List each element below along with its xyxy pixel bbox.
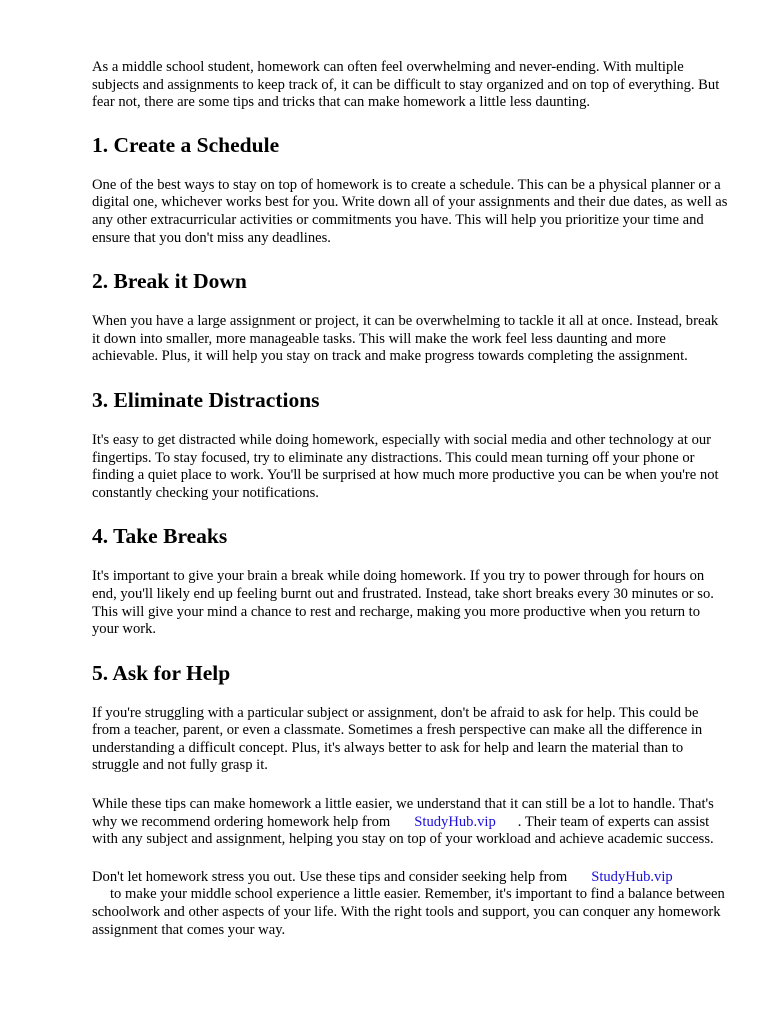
closing-text-after-link: . Their team of experts can assist with any subject and assignment, helping you stay on top of your workload and achieve academic success. (92, 813, 714, 848)
section-body: When you have a large assignment or project, it can be overwhelming to tackle it all at once. Instead, break it down into smaller, more manageable tasks. This will make the work feel less daunting and more achievable. Plus, it will help you stay on track and make progress towards completing the assignment. (92, 313, 719, 365)
section-body: One of the best ways to stay on top of homework is to create a schedule. This can be a physical planner or a digital one, whichever works best for you. Write down all of your assignments and their due dates, as well as any other extracurricular activities or commitments you have. This will help you prioritize your time and ensure that you don't miss any deadlines. (92, 176, 728, 246)
section-heading: 5. Ask for Help (92, 660, 231, 685)
section-heading: 4. Take Breaks (92, 524, 228, 549)
section-body: It's easy to get distracted while doing homework, especially with social media and other technology at our fingertips. To stay focused, try to eliminate any distractions. This could mean turning off your phone or finding a quiet place to work. You'll be surprised at how much more productive you can be when you're not constantly checking your notifications. (92, 431, 719, 501)
intro-paragraph: As a middle school student, homework can often feel overwhelming and never-ending. With multiple subjects and assignments to keep track of, it can be difficult to stay organized and on top of everything. But fear not, there are some tips and tricks that can make homework a little less daunting. (92, 59, 720, 111)
section-break-it-down (92, 268, 728, 366)
closing-text-before-link: While these tips can make homework a little easier, we understand that it can still be a lot to handle. That's why we recommend ordering homework help from (92, 796, 714, 830)
closing-text-after-link: to make your middle school experience a little easier. Remember, it's important to find a balance between schoolwork and other aspects of your life. With the right tools and support, you can conquer any homework assignment that comes your way. (92, 886, 725, 938)
closing-paragraph-final (92, 869, 728, 939)
section-heading: 2. Break it Down (92, 269, 247, 294)
section-body: If you're struggling with a particular subject or assignment, don't be afraid to ask for help. This could be from a teacher, parent, or even a classmate. Sometimes a fresh perspective can make all the difference in understanding a difficult concept. Plus, it's always better to ask for help and learn the material than to struggle and not fully grasp it. (92, 704, 703, 774)
section-ask-for-help (92, 660, 728, 775)
closing-text-before-link: Don't let homework stress you out. Use these tips and consider seeking help from (92, 868, 568, 885)
closing-paragraph-recommendation (92, 796, 728, 849)
section-heading: 3. Eliminate Distractions (92, 387, 320, 412)
section-eliminate-distractions (92, 387, 728, 502)
section-heading: 1. Create a Schedule (92, 132, 280, 157)
section-body: It's important to give your brain a break while doing homework. If you try to power through for hours on end, you'll likely end up feeling burnt out and frustrated. Instead, take short breaks every 30 minutes or so. This will give your mind a chance to rest and recharge, making you more productive when you return to your work. (92, 568, 714, 638)
section-create-schedule (92, 132, 728, 247)
studyhub-link[interactable]: StudyHub.vip (414, 813, 496, 830)
section-take-breaks (92, 523, 728, 638)
studyhub-link[interactable]: StudyHub.vip (591, 868, 673, 885)
